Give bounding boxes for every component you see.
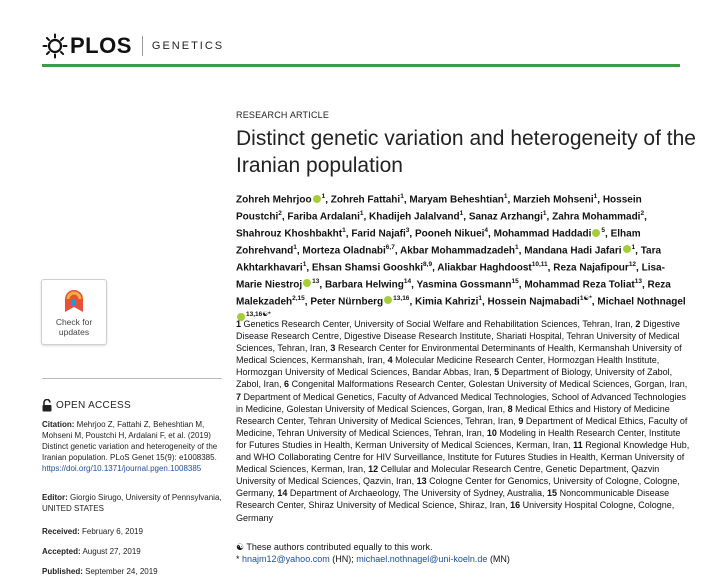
citation-text: Mehrjoo Z, Fattahi Z, Beheshtian M, Mohseni M, Poustchi H, Ardalani F, et al. (2019) Distinct genetic variation and heterogeneity of the Iranian population. PLoS Genet 15(9): e1008385. (42, 420, 218, 462)
author-name[interactable]: Reza Malekzadeh (236, 278, 671, 307)
affiliation-text: Regional Knowledge Hub, and WHO Collaborating Centre for HIV Surveillance, Institute for Futures Studies in Health, Kerman University of Medical Sciences, Kerman, Iran, (236, 439, 690, 475)
author-name[interactable]: Kimia Kahrizi (415, 295, 479, 307)
author-affiliation-sup: 6,7 (385, 243, 395, 251)
affiliation-number: 4 (387, 355, 393, 366)
author-name[interactable]: Maryam Beheshtian (409, 194, 504, 206)
published-date (42, 566, 227, 577)
corresponding-marker: * (236, 554, 243, 564)
accepted-text: August 27, 2019 (80, 547, 141, 556)
affiliation-number: 16 (510, 500, 521, 511)
author-name[interactable]: Hossein Poustchi (236, 194, 642, 223)
affiliation-number: 8 (507, 403, 513, 414)
author-notes (236, 541, 691, 565)
affiliation-text: Medical Ethics and History of Medicine Research Center, Tehran University of Medical Sciences, Tehran, Iran, (236, 403, 670, 426)
affiliation-text: Cellular and Molecular Research Centre, Genetic Department, Qazvin University of Medical Sciences, Qazvin, Iran, (236, 464, 660, 487)
affiliation-number: 10 (486, 427, 497, 438)
author-affiliation-sup: 5 (601, 226, 606, 234)
author-name[interactable]: Shahrouz Khoshbakht (236, 228, 343, 240)
author-name[interactable]: Marzieh Mohseni (513, 194, 594, 206)
plos-logo[interactable] (42, 33, 132, 59)
author-affiliation-sup: 13 (312, 277, 320, 285)
affiliation-text: Department of Archaeology, The University of Sydney, Australia, (289, 488, 545, 499)
accepted-date (42, 546, 227, 557)
affiliation-number: 9 (518, 415, 524, 426)
plos-brand-text: PLOS (70, 33, 132, 58)
author-affiliation-sup: 13,16 (393, 294, 410, 302)
received-label: Received: (42, 527, 80, 536)
affiliation-number: 2 (635, 319, 641, 329)
citation-block (42, 419, 227, 474)
affiliation-text: Noncommunicable Disease Research Center, Shiraz University of Medical Science, Shiraz, Iran, (236, 488, 670, 511)
journal-name: GENETICS (151, 40, 225, 52)
header-green-rule (42, 64, 680, 67)
author-affiliation-sup: 1 (302, 260, 307, 268)
plos-sunburst-icon (42, 33, 68, 59)
email-link-hn[interactable]: hnajm12@yahoo.com (242, 554, 330, 564)
author-name[interactable]: Akbar Mohammadzadeh (400, 245, 516, 257)
author-affiliation-sup: 1 (593, 193, 598, 200)
author-name[interactable]: Mohammad Haddadi (493, 228, 592, 240)
affiliation-number: 5 (494, 367, 500, 378)
sidebar-divider (42, 378, 222, 379)
affiliation-text: University Hospital Cologne, Cologne, Germany (236, 500, 675, 523)
affiliation-number: 7 (236, 391, 242, 402)
orcid-icon[interactable] (592, 229, 600, 237)
author-affiliation-sup: 3 (405, 226, 410, 234)
affiliation-number: 11 (573, 439, 583, 450)
author-name[interactable]: Elham Zohrehvand (236, 228, 641, 257)
author-affiliation-sup: 1 (542, 209, 547, 217)
accepted-label: Accepted: (42, 547, 81, 556)
affiliation-text: Department of Biology, University of Zabol, Zabol, Iran, (236, 367, 673, 390)
author-affiliation-sup: 15 (511, 277, 519, 285)
article-title: Distinct genetic variation and heterogeneity of the Iranian population (236, 127, 696, 177)
author-affiliation-sup: 1 (359, 209, 364, 217)
author-name[interactable]: Ehsan Shamsi Gooshki (311, 262, 424, 274)
editor-label: Editor: (42, 493, 68, 502)
author-name[interactable]: Michael Nothnagel (597, 295, 686, 307)
journal-header (42, 30, 224, 62)
affiliation-number: 3 (330, 343, 336, 354)
affiliation-number: 13 (416, 476, 427, 487)
author-name[interactable]: Hossein Najmabadi (487, 295, 580, 307)
published-text: September 24, 2019 (82, 567, 158, 576)
author-affiliation-sup: 1 (478, 294, 482, 302)
author-name[interactable]: Zohreh Mehrjoo (236, 194, 312, 206)
email-link-mn[interactable]: michael.nothnagel@uni-koeln.de (356, 554, 488, 564)
affiliation-text: Research Center for Environmental Determinants of Health, Kermanshah University of Medical Sciences, Kermanshah, Iran, (236, 343, 682, 366)
affiliations (236, 318, 691, 524)
author-name[interactable]: Yasmina Gossmann (416, 278, 512, 290)
doi-link[interactable]: https://doi.org/10.1371/journal.pgen.1008385 (42, 464, 202, 473)
bookmark-update-icon (59, 286, 89, 316)
check-for-updates-button[interactable] (41, 279, 107, 345)
equal-contribution-note: ☯ These authors contributed equally to this work. (236, 542, 433, 552)
author-affiliation-sup: 4 (484, 226, 489, 234)
author-affiliation-sup: 1 (342, 226, 346, 234)
open-lock-icon (42, 399, 52, 412)
affiliation-text: Department of Medical Genetics, Faculty of Advanced Medical Technologies, School of Advanced Technologies in Medicine, Golestan University of Medical Sciences, Gorgan, Iran, (236, 391, 686, 414)
affiliation-text: Cologne Center for Genomics, University of Cologne, Cologne, Germany, (236, 476, 680, 499)
editor-text: Giorgio Sirugo, University of Pennsylvania, UNITED STATES (42, 493, 222, 513)
author-name[interactable]: Morteza Oladnabi (302, 245, 386, 257)
affiliation-number: 6 (284, 379, 290, 390)
orcid-icon[interactable] (623, 245, 631, 253)
affiliation-text: Molecular Medicine Research Center, Hormozgan Health Institute, Hormozgan University of Medical Sciences, Bandar Abbas, Iran, (236, 355, 660, 378)
author-affiliation-sup: 8,9 (423, 260, 433, 268)
author-affiliation-sup: 13,16☯* (246, 311, 271, 319)
author-name[interactable]: Barbara Helwing (324, 278, 404, 290)
author-name[interactable]: Aliakbar Haghdoost (437, 262, 532, 274)
author-name[interactable]: Reza Najafipour (553, 262, 629, 274)
check-updates-line1: Check for (55, 317, 93, 327)
author-name[interactable]: Farid Najafi (351, 228, 406, 240)
open-access-badge (42, 399, 131, 412)
author-affiliation-sup: 1☯* (579, 294, 592, 302)
orcid-icon[interactable] (313, 195, 321, 203)
author-affiliation-sup: 2,15 (292, 294, 305, 302)
orcid-icon[interactable] (303, 279, 311, 287)
check-for-updates-label (56, 318, 92, 337)
author-affiliation-sup: 1 (503, 193, 508, 200)
author-affiliation-sup: 1 (631, 243, 636, 251)
author-name[interactable]: Lisa-Marie Niestroj (236, 262, 665, 290)
author-affiliation-sup: 10,11 (531, 260, 548, 268)
open-access-label: OPEN ACCESS (56, 400, 131, 411)
author-name[interactable]: Sanaz Arzhangi (468, 211, 543, 223)
author-affiliation-sup: 14 (403, 277, 412, 285)
author-affiliation-sup: 2 (640, 209, 645, 217)
affiliation-text: Genetics Research Center, University of Social Welfare and Rehabilitation Sciences, Tehran, Iran, (243, 319, 633, 329)
author-name[interactable]: Peter Nürnberg (310, 295, 384, 307)
author-affiliation-sup: 1 (515, 243, 519, 251)
affiliation-number: 1 (236, 319, 242, 329)
affiliation-number: 12 (368, 464, 379, 475)
affiliation-number: 15 (547, 488, 558, 499)
affiliation-number: 14 (277, 488, 288, 499)
author-name[interactable]: Zahra Mohammadi (552, 211, 641, 223)
orcid-icon[interactable] (384, 296, 392, 304)
author-name[interactable]: Fariba Ardalani (287, 211, 360, 223)
article-type: RESEARCH ARTICLE (236, 110, 330, 120)
author-name[interactable]: Tara Akhtarkhavari (236, 245, 662, 274)
affiliation-text: Digestive Disease Research Centre, Digestive Disease Research Institute, Shariati Hospital, Tehran University of Medical Sciences, Tehran, Iran, (236, 319, 680, 354)
header-divider (142, 36, 143, 56)
author-name[interactable]: Khadijeh Jalalvand (369, 211, 460, 223)
affiliation-text: Department of Medical Ethics, Faculty of Medicine, Tehran University of Medical Sciences, Tehran, Iran, (236, 415, 688, 438)
author-affiliation-sup: 12 (628, 260, 637, 268)
author-name[interactable]: Pooneh Nikuei (414, 228, 485, 240)
affiliation-text: Congenital Malformations Research Center, Golestan University of Medical Sciences, Gorgan, Iran, (291, 379, 688, 390)
author-list: Zohreh Mehrjoo $^1$, Zohreh Fattahi$^1$, Maryam Beheshtian$^1$, Marzieh Mohseni$^1$, Hossein Poustchi$^2$, Fariba Ardalani$^1$, Khadijeh Jalalvand$^1$, Sanaz Arzhangi$^1$, Zahra Mohammadi$^2$, Shahrouz Khoshbakht$^1$, Farid Najafi$^3$, Pooneh Nikuei$^4$, Mohammad Haddadi $^5$, Elham Zohrehvand$^1$, Morteza Oladnabi$^{6,7}$, Akbar Mohammadzadeh$^1$, Mandana Hadi Jafari $^1$, Tara Akhtarkhavari$^1$, Ehsan Shamsi Gooshki$^{8,9}$, Aliakbar Haghdoost$^{10,11}$, Reza Najafipour$^{12}$, Lisa-Marie Niestroj $^{13}$, Barbara Helwing$^{14}$, Yasmina Gossmann$^{15}$, Mohammad Reza Toliat$^{13}$, Reza Malekzadeh$^{2,15}$, Peter Nürnberg $^{13,16}$, Kimia Kahrizi$^1$, Hossein Najmabadi$^{1☯*}$, Michael Nothnagel$^{13,16☯*}$ (236, 190, 686, 325)
author-name[interactable]: Zohreh Fattahi (330, 194, 401, 206)
author-affiliation-sup: 2 (278, 209, 282, 217)
affiliation-text: Modeling in Health Research Center, Institute for Futures Studies in Health, Kerman University of Medical Sciences, Kerman, Iran, (236, 427, 681, 450)
check-updates-line2: updates (58, 326, 90, 337)
received-text: February 6, 2019 (79, 527, 143, 536)
author-affiliation-sup: 1 (400, 193, 404, 200)
author-affiliation-sup: 1 (459, 209, 464, 217)
author-name[interactable]: Mohammad Reza Toliat (524, 278, 635, 290)
citation-label: Citation: (42, 420, 75, 429)
author-affiliation-sup: 1 (293, 243, 297, 251)
corresponding-authors (236, 553, 691, 565)
author-affiliation-sup: 13 (634, 277, 642, 285)
author-name[interactable]: Mandana Hadi Jafari (524, 245, 622, 257)
email-suffix-hn: (HN); (329, 554, 357, 564)
received-date (42, 526, 227, 537)
published-label: Published: (42, 567, 83, 576)
email-suffix-mn: (MN) (487, 554, 510, 564)
editor-block (42, 492, 227, 514)
author-affiliation-sup: 1 (321, 193, 326, 200)
